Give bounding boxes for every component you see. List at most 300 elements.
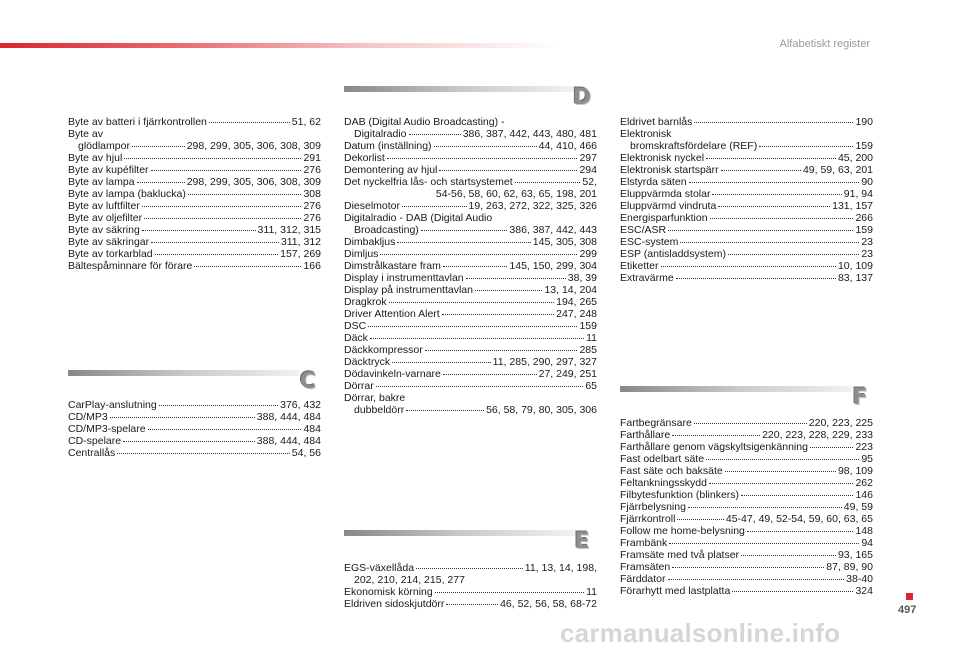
page-references: 87, 89, 90 xyxy=(826,561,873,573)
page-references: 190 xyxy=(855,116,873,128)
index-entry-line xyxy=(620,272,873,284)
page-references: 49, 59, 63, 201 xyxy=(802,164,873,176)
index-entry-line xyxy=(620,429,873,441)
page-references: 299 xyxy=(579,248,597,260)
index-entry xyxy=(344,272,597,284)
dot-leader xyxy=(712,193,841,195)
section-e-divider xyxy=(344,530,576,536)
index-entry xyxy=(344,116,597,140)
dot-leader xyxy=(721,169,801,171)
index-entry-line xyxy=(620,260,873,272)
index-entry-line xyxy=(344,344,597,356)
index-entry xyxy=(620,453,873,465)
dot-leader xyxy=(142,229,256,231)
index-entry xyxy=(620,116,873,128)
page-marker-square xyxy=(906,593,913,600)
page-references: 386, 387, 442, 443 xyxy=(509,224,597,236)
index-term: CD/MP3 xyxy=(68,411,108,423)
dot-leader xyxy=(475,289,542,291)
index-entry xyxy=(344,356,597,368)
index-entry xyxy=(344,176,597,200)
index-entry-line xyxy=(620,585,873,597)
dot-leader xyxy=(669,542,859,544)
dot-leader xyxy=(124,157,301,159)
index-entry-line xyxy=(620,513,873,525)
index-entry-line xyxy=(68,260,321,272)
index-term: Extravärme xyxy=(620,272,674,284)
index-term: Demontering av hjul xyxy=(344,164,438,176)
page-references: 308 xyxy=(303,188,321,200)
dot-leader xyxy=(718,205,830,207)
dot-leader xyxy=(123,440,255,442)
dot-leader xyxy=(387,157,578,159)
index-term: Energisparfunktion xyxy=(620,212,708,224)
index-entry-line xyxy=(68,140,321,152)
dot-leader xyxy=(443,265,508,267)
index-term: Elektronisk startspärr xyxy=(620,164,719,176)
index-term: Elektronisk nyckel xyxy=(620,152,705,164)
page-references: 223 xyxy=(855,441,873,453)
index-entry xyxy=(620,212,873,224)
index-term: Elstyrda säten xyxy=(620,176,687,188)
page-references: 291 xyxy=(303,152,321,164)
index-term: Digitalradio xyxy=(354,128,407,140)
index-entry-line xyxy=(344,598,597,610)
index-term: Byte av hjul xyxy=(68,152,123,164)
index-list-b xyxy=(68,116,321,272)
index-term: Follow me home-belysning xyxy=(620,525,745,537)
page-references: 10, 109 xyxy=(837,260,873,272)
index-entry xyxy=(68,260,321,272)
page-references: 93, 165 xyxy=(837,549,873,561)
index-list-c xyxy=(68,399,321,459)
index-entry-line xyxy=(620,200,873,212)
page-references: 27, 249, 251 xyxy=(538,368,597,380)
dot-leader xyxy=(368,325,577,327)
index-entry xyxy=(68,399,321,411)
index-term: Feltankningsskydd xyxy=(620,477,707,489)
index-entry xyxy=(344,212,597,236)
dot-leader xyxy=(194,265,301,267)
index-term: Dieselmotor xyxy=(344,200,401,212)
index-entry-line xyxy=(68,116,321,128)
dot-leader xyxy=(151,241,279,243)
index-entry-line xyxy=(620,525,873,537)
dot-leader xyxy=(442,313,554,315)
dot-leader xyxy=(402,205,467,207)
index-term: ESP (antisladdsystem) xyxy=(620,248,727,260)
index-entry-line xyxy=(68,200,321,212)
index-term: Display på instrumenttavlan xyxy=(344,284,473,296)
index-entry-line xyxy=(344,586,597,598)
page-references: 148 xyxy=(855,525,873,537)
index-entry-line xyxy=(620,248,873,260)
page-references: 23 xyxy=(861,236,873,248)
index-entry xyxy=(620,465,873,477)
dot-leader xyxy=(676,277,836,279)
dot-leader xyxy=(710,217,854,219)
dot-leader xyxy=(409,133,461,135)
dot-leader xyxy=(188,193,302,195)
page-references: 220, 223, 228, 229, 233 xyxy=(762,429,873,441)
index-entry xyxy=(344,392,597,416)
index-term: Däckkompressor xyxy=(344,344,423,356)
index-term: ESC/ASR xyxy=(620,224,667,236)
page-references: 91, 94 xyxy=(843,188,873,200)
index-entry-line xyxy=(620,573,873,585)
page-references: 276 xyxy=(303,164,321,176)
index-list-e-continued xyxy=(620,116,873,284)
index-term: EGS-växellåda xyxy=(344,562,415,574)
page-references: 83, 137 xyxy=(837,272,873,284)
index-term: Dragkrok xyxy=(344,296,387,308)
index-term: Byte av xyxy=(68,128,104,140)
dot-leader xyxy=(392,361,491,363)
index-term: Farthållare genom vägskyltsigenkänning xyxy=(620,441,808,453)
dot-leader xyxy=(694,422,807,424)
index-term: Eldriven sidoskjutdörr xyxy=(344,598,445,610)
index-term: Framsäte med två platser xyxy=(620,549,740,561)
index-entry xyxy=(68,164,321,176)
page-references: 157, 269 xyxy=(280,248,321,260)
index-entry-line xyxy=(68,411,321,423)
page-references: 159 xyxy=(855,140,873,152)
index-entry xyxy=(68,176,321,188)
index-entry-line xyxy=(344,404,597,416)
page-header-title: Alfabetiskt register xyxy=(779,38,870,50)
index-entry xyxy=(620,224,873,236)
index-entry-line xyxy=(620,188,873,200)
dot-leader xyxy=(741,554,836,556)
index-entry-line xyxy=(68,423,321,435)
index-term: Bältespåminnare för förare xyxy=(68,260,193,272)
index-entry-continuation: 202, 210, 214, 215, 277 xyxy=(354,574,465,586)
index-term: Fartbegränsare xyxy=(620,417,692,429)
index-list-f xyxy=(620,417,873,597)
index-entry xyxy=(620,417,873,429)
dot-leader xyxy=(741,494,853,496)
dot-leader xyxy=(434,145,537,147)
page-references: 38, 39 xyxy=(567,272,597,284)
index-entry-line xyxy=(68,176,321,188)
section-d-divider xyxy=(344,86,576,92)
page-references: 159 xyxy=(855,224,873,236)
dot-leader xyxy=(677,518,723,520)
dot-leader xyxy=(148,428,302,430)
dot-leader xyxy=(425,349,578,351)
index-entry xyxy=(620,501,873,513)
page-references: 388, 444, 484 xyxy=(256,411,321,423)
page-references: 49, 59 xyxy=(843,501,873,513)
dot-leader xyxy=(132,145,185,147)
index-entry xyxy=(344,248,597,260)
index-entry xyxy=(68,248,321,260)
page-references: 90 xyxy=(861,176,873,188)
page-references: 13, 14, 204 xyxy=(544,284,597,296)
page-number: 497 xyxy=(898,604,917,616)
page-references: 94 xyxy=(861,537,873,549)
dot-leader xyxy=(706,157,836,159)
index-entry-line xyxy=(620,561,873,573)
index-entry-line xyxy=(344,272,597,284)
index-list-d xyxy=(344,116,597,416)
dot-leader xyxy=(725,470,836,472)
dot-leader xyxy=(728,253,859,255)
index-entry xyxy=(620,573,873,585)
dot-leader xyxy=(680,241,859,243)
dot-leader xyxy=(110,416,255,418)
page-references: 23 xyxy=(861,248,873,260)
index-term: Filbytesfunktion (blinkers) xyxy=(620,489,740,501)
index-entry-line xyxy=(620,164,873,176)
index-entry-line xyxy=(620,224,873,236)
dot-leader xyxy=(689,181,860,183)
dot-leader xyxy=(142,205,302,207)
index-entry xyxy=(620,248,873,260)
page-references: 11 xyxy=(586,586,597,598)
dot-leader xyxy=(732,590,853,592)
header-accent-bar xyxy=(0,43,560,48)
index-term: Frambänk xyxy=(620,537,668,549)
page-references: 285 xyxy=(579,344,597,356)
section-letter-c: C xyxy=(299,369,317,394)
dot-leader xyxy=(137,181,185,183)
page-references: 145, 305, 308 xyxy=(532,236,597,248)
page-references: 146 xyxy=(855,489,873,501)
section-f-divider xyxy=(620,386,852,392)
index-entry xyxy=(68,447,321,459)
page-references: 194, 265 xyxy=(556,296,597,308)
index-entry xyxy=(620,260,873,272)
index-entry-line xyxy=(344,224,597,236)
index-entry-line xyxy=(620,465,873,477)
index-term: Däcktryck xyxy=(344,356,391,368)
index-term: Eldrivet barnlås xyxy=(620,116,693,128)
index-term: Dimljus xyxy=(344,248,379,260)
index-entry xyxy=(68,423,321,435)
index-entry xyxy=(68,224,321,236)
index-entry xyxy=(344,332,597,344)
dot-leader xyxy=(706,458,859,460)
index-entry xyxy=(620,525,873,537)
index-entry xyxy=(620,429,873,441)
index-term: Dörrar, bakre xyxy=(344,392,406,404)
dot-leader xyxy=(672,566,824,568)
page-references: 311, 312 xyxy=(280,236,321,248)
index-term: Färddator xyxy=(620,573,666,585)
index-term: DAB (Digital Audio Broadcasting) - xyxy=(344,116,505,128)
index-term: Fjärrkontroll xyxy=(620,513,676,525)
dot-leader xyxy=(446,603,498,605)
dot-leader xyxy=(406,409,484,411)
index-term: Byte av batteri i fjärrkontrollen xyxy=(68,116,207,128)
page-references: 297 xyxy=(579,152,597,164)
index-term: Byte av luftfilter xyxy=(68,200,140,212)
page-references: 266 xyxy=(855,212,873,224)
index-entry xyxy=(344,562,597,586)
page-references: 44, 410, 466 xyxy=(538,140,597,152)
dot-leader xyxy=(117,452,290,454)
index-entry-line xyxy=(620,417,873,429)
index-entry-line xyxy=(344,164,597,176)
page-references: 11 xyxy=(586,332,597,344)
dot-leader xyxy=(668,578,845,580)
dot-leader xyxy=(421,229,508,231)
index-term: Datum (inställning) xyxy=(344,140,432,152)
index-entry xyxy=(344,344,597,356)
dot-leader xyxy=(389,301,555,303)
index-entry xyxy=(620,549,873,561)
index-entry xyxy=(620,585,873,597)
index-term: Byte av säkringar xyxy=(68,236,150,248)
index-entry xyxy=(620,200,873,212)
index-term: Byte av lampa xyxy=(68,176,135,188)
index-entry xyxy=(344,152,597,164)
index-entry-line xyxy=(344,356,597,368)
index-entry xyxy=(344,308,597,320)
index-entry-line xyxy=(344,248,597,260)
index-entry-line xyxy=(620,489,873,501)
page-references: 376, 432 xyxy=(280,399,321,411)
index-term: Digitalradio - DAB (Digital Audio xyxy=(344,212,493,224)
page-references: 388, 444, 484 xyxy=(256,435,321,447)
index-term: Byte av säkring xyxy=(68,224,140,236)
index-entry xyxy=(68,128,321,152)
index-term: Etiketter xyxy=(620,260,659,272)
index-entry xyxy=(620,513,873,525)
page-references: 276 xyxy=(303,212,321,224)
index-entry-line xyxy=(344,236,597,248)
dot-leader xyxy=(370,337,584,339)
index-entry xyxy=(68,188,321,200)
page-references: 56, 58, 79, 80, 305, 306 xyxy=(486,404,597,416)
dot-leader xyxy=(661,265,836,267)
index-entry-line xyxy=(68,212,321,224)
index-term: Dimbakljus xyxy=(344,236,396,248)
index-entry-line xyxy=(620,453,873,465)
index-entry xyxy=(344,368,597,380)
index-term: ESC-system xyxy=(620,236,679,248)
dot-leader xyxy=(144,217,301,219)
index-entry xyxy=(344,598,597,610)
index-term: Förarhytt med lastplatta xyxy=(620,585,731,597)
page-references: 220, 223, 225 xyxy=(808,417,873,429)
dot-leader xyxy=(443,373,537,375)
index-term: dubbeldörr xyxy=(354,404,405,416)
index-entry xyxy=(620,128,873,152)
dot-leader xyxy=(759,145,853,147)
dot-leader xyxy=(376,385,584,387)
index-entry-line xyxy=(68,224,321,236)
index-entry xyxy=(344,200,597,212)
watermark-text: carmanualsonline.info xyxy=(560,618,841,648)
index-term: Display i instrumenttavlan xyxy=(344,272,464,284)
dot-leader xyxy=(155,253,278,255)
index-entry xyxy=(620,537,873,549)
dot-leader xyxy=(688,506,842,508)
index-term: Byte av kupéfilter xyxy=(68,164,149,176)
index-list-e xyxy=(344,562,597,610)
index-term: bromskraftsfördelare (REF) xyxy=(630,140,758,152)
index-term: Byte av oljefilter xyxy=(68,212,143,224)
index-entry-line xyxy=(344,308,597,320)
index-term: Farthållare xyxy=(620,429,671,441)
section-c-divider xyxy=(68,370,300,376)
index-entry-line xyxy=(620,441,873,453)
index-entry-line xyxy=(68,435,321,447)
index-entry-line xyxy=(620,477,873,489)
index-entry-line xyxy=(620,236,873,248)
index-term: Eluppvärmd vindruta xyxy=(620,200,717,212)
index-entry xyxy=(620,477,873,489)
index-entry xyxy=(68,212,321,224)
index-term: Dödavinkeln-varnare xyxy=(344,368,441,380)
index-entry-line xyxy=(344,320,597,332)
index-entry-line xyxy=(68,152,321,164)
index-entry xyxy=(620,272,873,284)
dot-leader xyxy=(380,253,577,255)
section-letter-d: D xyxy=(572,85,592,110)
page-references: 159 xyxy=(579,320,597,332)
page-references: 98, 109 xyxy=(837,465,873,477)
index-entry xyxy=(68,152,321,164)
index-entry xyxy=(68,435,321,447)
index-term: Framsäten xyxy=(620,561,671,573)
page-references: 311, 312, 315 xyxy=(257,224,321,236)
page-references: 324 xyxy=(855,585,873,597)
page-references: 145, 150, 299, 304 xyxy=(509,260,597,272)
index-entry xyxy=(344,260,597,272)
page-references: 298, 299, 305, 306, 308, 309 xyxy=(186,176,321,188)
index-entry-line xyxy=(344,200,597,212)
page-references: 38-40 xyxy=(846,573,873,585)
page-references: 51, 62 xyxy=(291,116,321,128)
index-entry-line xyxy=(68,248,321,260)
dot-leader xyxy=(747,530,854,532)
index-entry xyxy=(344,140,597,152)
index-term: Broadcasting) xyxy=(354,224,419,236)
dot-leader xyxy=(672,434,760,436)
index-entry xyxy=(620,188,873,200)
section-letter-f: F xyxy=(852,385,868,410)
dot-leader xyxy=(159,404,278,406)
index-entry-line xyxy=(344,128,597,140)
index-term: glödlampor xyxy=(78,140,130,152)
index-entry-line xyxy=(620,152,873,164)
page-references: 298, 299, 305, 306, 308, 309 xyxy=(186,140,321,152)
index-entry xyxy=(620,164,873,176)
page-references: 54, 56 xyxy=(291,447,321,459)
dot-leader xyxy=(709,482,854,484)
index-entry xyxy=(620,441,873,453)
page-references: 11, 285, 290, 297, 327 xyxy=(492,356,597,368)
index-entry xyxy=(344,296,597,308)
index-entry xyxy=(68,116,321,128)
index-entry-line xyxy=(344,284,597,296)
index-entry xyxy=(68,200,321,212)
dot-leader xyxy=(466,277,566,279)
index-entry xyxy=(344,586,597,598)
page-references: 484 xyxy=(303,423,321,435)
index-entry-line xyxy=(68,188,321,200)
index-entry xyxy=(620,236,873,248)
index-entry-line xyxy=(344,152,597,164)
index-entry-line xyxy=(344,562,597,574)
index-entry-line xyxy=(620,537,873,549)
dot-leader xyxy=(435,591,584,593)
page-references: 45, 200 xyxy=(837,152,873,164)
index-term: Fast säte och baksäte xyxy=(620,465,723,477)
